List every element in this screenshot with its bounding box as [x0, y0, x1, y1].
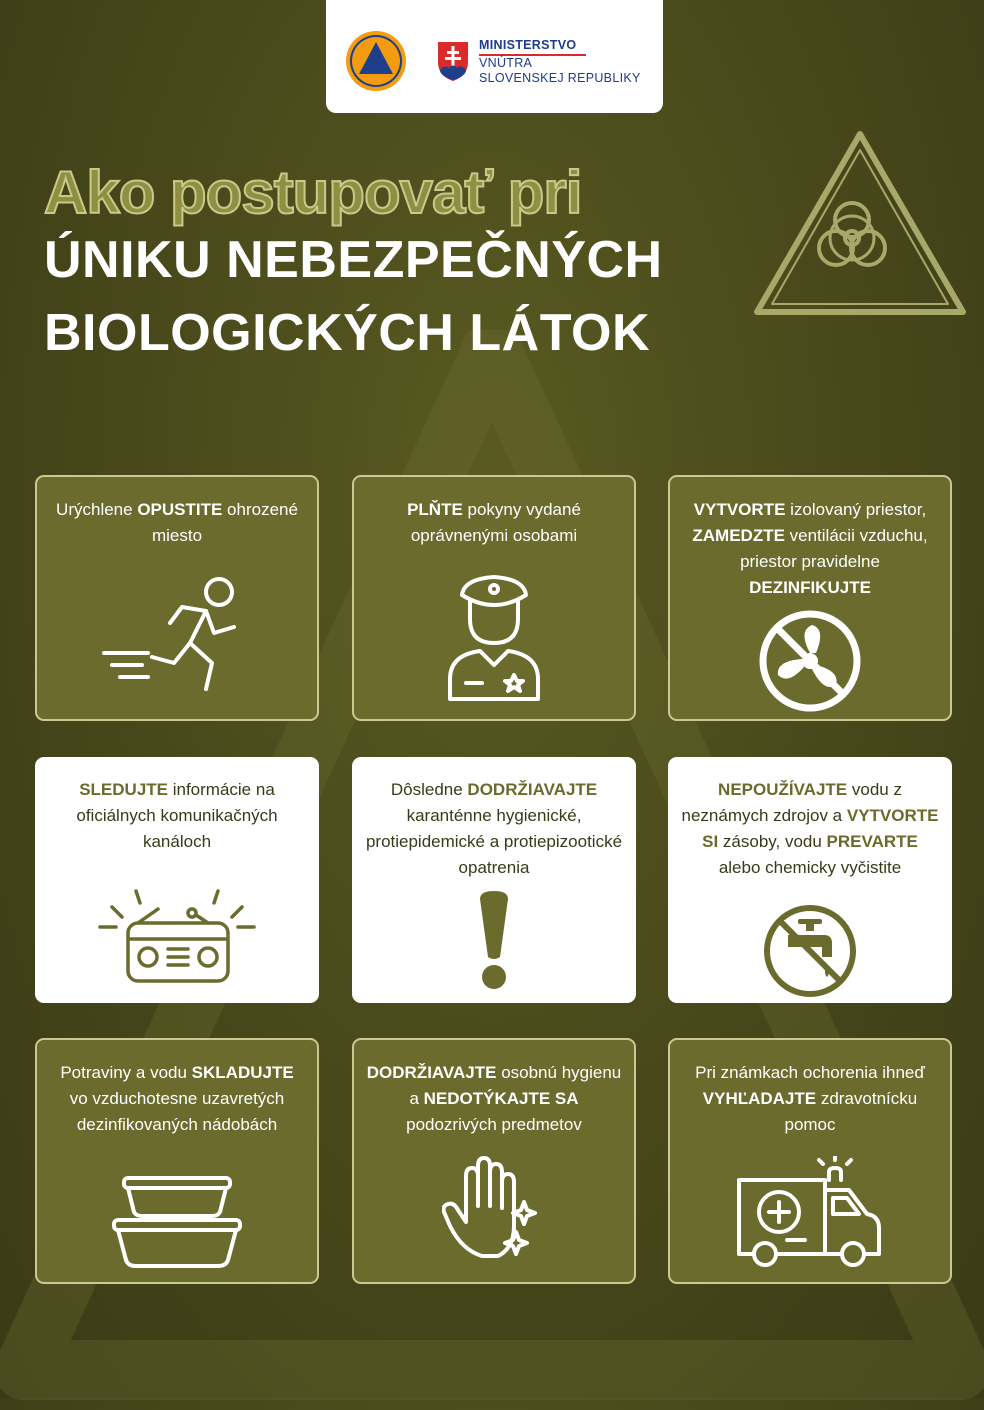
card-isolate-space: [668, 475, 952, 721]
card-text-run: alebo chemicky vyčistite: [718, 858, 902, 877]
card-follow-info: [35, 757, 319, 1003]
slovak-coat-of-arms-icon: [436, 40, 470, 82]
card-text-run: vo vzduchotesne uzavretých dezinfikovaných nádobách: [69, 1089, 285, 1134]
card-text-run: zdravotnícku pomoc: [784, 1089, 918, 1134]
card-text-emphasis: SKLADUJTE: [191, 1063, 294, 1082]
ministry-name: [479, 38, 641, 86]
ministry-line-2: VNÚTRA: [479, 56, 533, 70]
card-text-run: Dôsledne: [390, 780, 468, 799]
clean-hand-icon: [442, 1156, 546, 1266]
card-text-run: karanténne hygienické, protiepidemické a protiepizootické opatrenia: [365, 806, 623, 877]
food-container-icon: [110, 1172, 244, 1272]
card-text-run: izolovaný priestor,: [785, 500, 927, 519]
title-line-2: ÚNIKU NEBEZPEČNÝCH: [44, 231, 663, 289]
card-text-run: podozrivých predmetov: [406, 1115, 582, 1134]
no-tap-water-icon: [762, 903, 858, 999]
card-text-run: zásoby, vodu: [718, 832, 827, 851]
civil-defense-logo-icon: [345, 30, 407, 92]
ministry-line-3: SLOVENSKEJ REPUBLIKY: [479, 71, 641, 85]
card-text-emphasis: OPUSTITE: [137, 500, 223, 519]
card-text-emphasis: DODRŽIAVAJTE: [467, 780, 598, 799]
card-text-run: ohrozené miesto: [151, 500, 298, 545]
card-text: [49, 497, 305, 549]
officer-icon: [446, 575, 542, 701]
card-text: [49, 1060, 305, 1138]
card-text-run: osobnú hygienu a: [409, 1063, 622, 1108]
card-water-safety: [668, 757, 952, 1003]
card-text-run: Pri známkach ochorenia ihneď: [695, 1063, 925, 1082]
card-text-emphasis: VYHĽADAJTE: [702, 1089, 817, 1108]
card-text-emphasis: NEPOUŽÍVAJTE: [718, 780, 848, 799]
exclamation-icon: [476, 891, 512, 991]
card-text-emphasis: PLŇTE: [407, 500, 463, 519]
no-ventilation-icon: [758, 609, 862, 713]
card-text-run: vodu z neznámych zdrojov a: [681, 780, 902, 825]
radio-icon: [92, 885, 262, 985]
running-person-icon: [102, 577, 252, 695]
ambulance-icon: [735, 1156, 885, 1270]
card-text-run: Urýchlene: [56, 500, 138, 519]
card-leave-area: [35, 475, 319, 721]
title-line-3: BIOLOGICKÝCH LÁTOK: [44, 304, 651, 362]
card-store-food: [35, 1038, 319, 1284]
card-text-emphasis: VYTVORTE SI: [702, 806, 939, 851]
card-text-emphasis: DEZINFIKUJTE: [749, 578, 871, 597]
ministry-line-1: MINISTERSTVO: [479, 38, 586, 56]
card-text: [680, 777, 940, 881]
biohazard-warning-icon: [752, 128, 968, 318]
card-text-run: pokyny vydané oprávnenými osobami: [410, 500, 581, 545]
card-text-emphasis: NEDOTÝKAJTE SA: [423, 1089, 579, 1108]
title-line-1: Ako postupovať pri: [44, 159, 582, 226]
card-text-emphasis: PREVARTE: [826, 832, 918, 851]
card-text: [682, 497, 938, 601]
card-text-emphasis: ZAMEDZTE: [692, 526, 785, 545]
card-seek-medical-help: [668, 1038, 952, 1284]
card-hygiene: [352, 1038, 636, 1284]
card-text-emphasis: SLEDUJTE: [79, 780, 168, 799]
card-text-run: ventilácii vzduchu, priestor pravidelne: [740, 526, 928, 571]
card-follow-instructions: [352, 475, 636, 721]
card-text: [364, 777, 624, 881]
card-observe-measures: [352, 757, 636, 1003]
card-text-run: Potraviny a vodu: [60, 1063, 192, 1082]
logo-header: [326, 0, 663, 113]
card-text-emphasis: DODRŽIAVAJTE: [366, 1063, 497, 1082]
card-text-emphasis: VYTVORTE: [693, 500, 786, 519]
card-text: [682, 1060, 938, 1138]
card-text: [47, 777, 307, 855]
card-text-run: informácie na oficiálnych komunikačných kanáloch: [76, 780, 278, 851]
card-text: [366, 497, 622, 549]
card-text: [366, 1060, 622, 1138]
